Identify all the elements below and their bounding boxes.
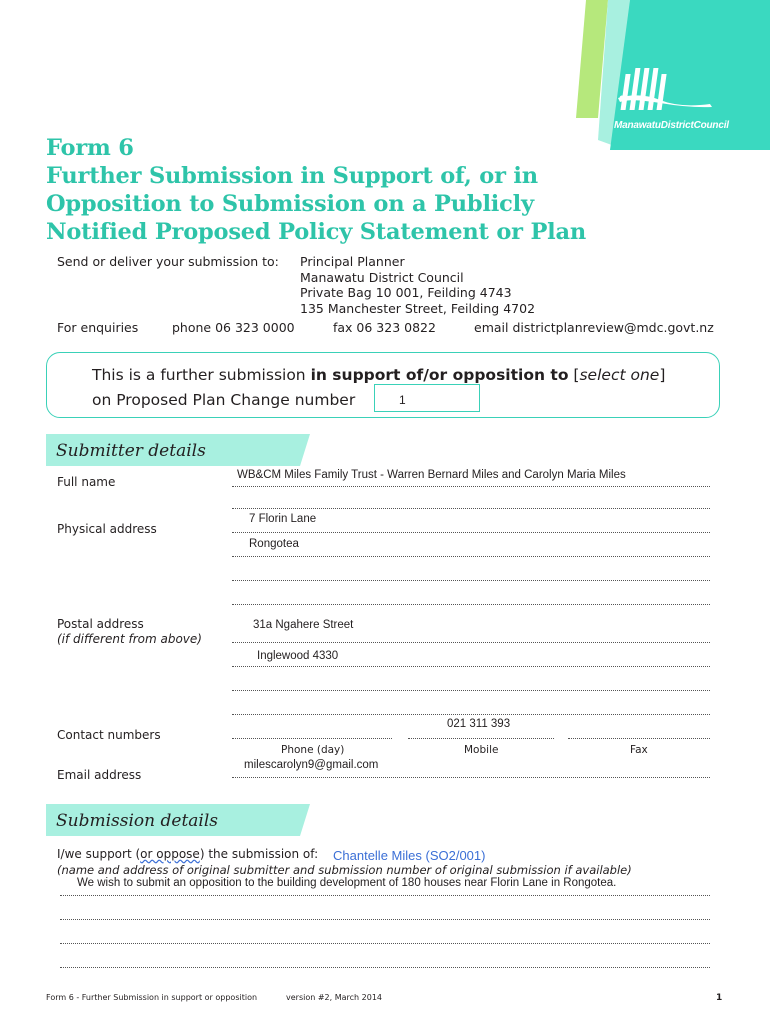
physical-address-line-2[interactable]: Rongotea <box>249 538 299 550</box>
footer-form: Form 6 - Further Submission in support or opposition <box>46 993 258 1002</box>
send-address <box>300 254 535 316</box>
physical-line <box>232 604 710 605</box>
email-value[interactable]: milescarolyn9@gmail.com <box>244 759 379 771</box>
email-line <box>232 777 710 778</box>
address-line: Manawatu District Council <box>300 269 464 285</box>
page-number: 1 <box>716 993 723 1003</box>
contact-numbers-label: Contact numbers <box>57 728 161 742</box>
phone-day-caption: Phone (day) <box>281 744 345 756</box>
physical-line <box>232 556 710 557</box>
send-label: Send or deliver your submission to: <box>57 254 279 269</box>
submitter-heading: Submitter details <box>56 441 206 461</box>
mobile-line <box>408 738 554 739</box>
enquiries-label: For enquiries <box>57 320 139 335</box>
enquiries-fax: fax 06 323 0822 <box>333 320 436 335</box>
address-line: 135 Manchester Street, Feilding 4702 <box>300 300 536 316</box>
submission-heading: Submission details <box>56 811 219 831</box>
submission-line <box>60 943 710 944</box>
statement-bracket: [ <box>568 366 580 384</box>
submission-line <box>60 919 710 920</box>
support-text-end: ) the submission of: <box>199 847 319 861</box>
submission-line <box>60 967 710 968</box>
address-line: Principal Planner <box>300 254 405 269</box>
address-line: Private Bag 10 001, Feilding 4743 <box>300 285 512 300</box>
physical-address-line-1[interactable]: 7 Florin Lane <box>249 513 317 525</box>
submission-line <box>60 895 710 896</box>
postal-address-note: (if different from above) <box>57 632 202 646</box>
full-name-value[interactable]: WB&CM Miles Family Trust - Warren Bernard Miles and Carolyn Maria Miles <box>237 469 626 481</box>
phone-day-line <box>232 738 392 739</box>
postal-line <box>232 666 710 667</box>
statement-bracket-end: ] <box>659 366 666 384</box>
postal-line <box>232 690 710 691</box>
physical-address-label: Physical address <box>57 522 157 536</box>
full-name-line-2 <box>232 508 710 509</box>
plan-change-number-value: 1 <box>399 393 406 407</box>
statement-text: This is a further submission <box>92 366 311 384</box>
postal-address-line-2[interactable]: Inglewood 4330 <box>257 650 339 662</box>
submission-note: (name and address of original submitter and submission number of original submission if available) <box>57 863 632 877</box>
title-line-2: Further Submission in Support of, or in <box>46 163 538 189</box>
fax-caption: Fax <box>630 744 648 756</box>
full-name-line <box>232 486 710 487</box>
title-line-1: Form 6 <box>46 135 134 161</box>
plan-change-number-field[interactable] <box>374 384 480 412</box>
physical-line <box>232 580 710 581</box>
fax-line <box>568 738 710 739</box>
physical-line <box>232 532 710 533</box>
oppose-text: or oppose <box>140 847 200 861</box>
enquiries-phone: phone 06 323 0000 <box>172 320 295 335</box>
form-title <box>46 134 586 246</box>
statement-select-one: select one <box>579 366 660 384</box>
submission-of-value[interactable]: Chantelle Miles (SO2/001) <box>333 848 486 863</box>
statement-bold: in support of/or opposition to <box>310 366 569 384</box>
email-label: Email address <box>57 768 142 782</box>
support-text: I/we support ( <box>57 847 141 861</box>
submission-text[interactable]: We wish to submit an opposition to the building development of 180 houses near Florin Lane in Rongotea. <box>77 877 617 889</box>
footer-version: version #2, March 2014 <box>286 993 383 1002</box>
postal-address-line-1[interactable]: 31a Ngahere Street <box>253 619 354 631</box>
mobile-value[interactable]: 021 311 393 <box>447 718 511 730</box>
title-line-3: Opposition to Submission on a Publicly <box>46 191 534 217</box>
postal-line <box>232 714 710 715</box>
postal-address-label: Postal address <box>57 617 144 631</box>
enquiries-email[interactable]: email districtplanreview@mdc.govt.nz <box>474 320 714 335</box>
plan-change-label: on Proposed Plan Change number <box>92 391 356 409</box>
postal-line <box>232 642 710 643</box>
support-oppose-statement <box>92 366 665 384</box>
title-line-4: Notified Proposed Policy Statement or Plan <box>46 219 587 245</box>
mobile-caption: Mobile <box>464 744 499 756</box>
full-name-label: Full name <box>57 475 116 489</box>
support-oppose-line <box>57 847 318 861</box>
council-logo-text: ManawatuDistrictCouncil <box>614 120 729 131</box>
